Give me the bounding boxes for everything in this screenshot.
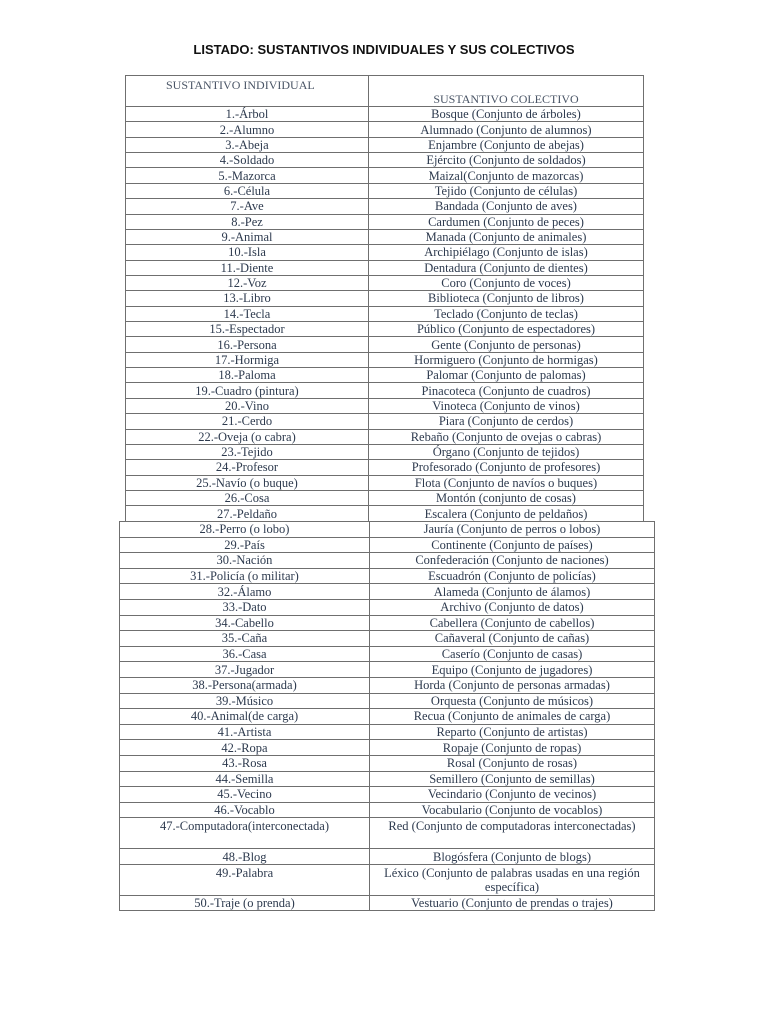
table-row bbox=[120, 631, 655, 647]
table-row bbox=[120, 818, 655, 849]
individual-noun-cell: 20.-Vino bbox=[126, 398, 369, 413]
individual-noun-cell: 41.-Artista bbox=[120, 724, 370, 740]
collective-noun-cell: Vecindario (Conjunto de vecinos) bbox=[370, 787, 655, 803]
collective-noun-cell: Pinacoteca (Conjunto de cuadros) bbox=[369, 383, 644, 398]
collective-noun-cell: Jauría (Conjunto de perros o lobos) bbox=[370, 522, 655, 538]
table-row bbox=[120, 553, 655, 569]
table-row bbox=[126, 475, 644, 490]
table-row bbox=[126, 199, 644, 214]
page-title: LISTADO: SUSTANTIVOS INDIVIDUALES Y SUS COLECTIVOS bbox=[193, 42, 575, 57]
table-row bbox=[126, 275, 644, 290]
table-row bbox=[126, 444, 644, 459]
collective-noun-cell: Coro (Conjunto de voces) bbox=[369, 275, 644, 290]
table-row bbox=[120, 771, 655, 787]
table-row bbox=[126, 383, 644, 398]
individual-noun-cell: 4.-Soldado bbox=[126, 153, 369, 168]
collective-noun-cell: Flota (Conjunto de navíos o buques) bbox=[369, 475, 644, 490]
collective-noun-cell: Hormiguero (Conjunto de hormigas) bbox=[369, 352, 644, 367]
collective-noun-cell: Montón (conjunto de cosas) bbox=[369, 490, 644, 505]
individual-noun-cell: 28.-Perro (o lobo) bbox=[120, 522, 370, 538]
individual-noun-cell: 31.-Policía (o militar) bbox=[120, 568, 370, 584]
table-row bbox=[120, 522, 655, 538]
individual-noun-cell: 9.-Animal bbox=[126, 229, 369, 244]
individual-noun-cell: 36.-Casa bbox=[120, 646, 370, 662]
table-row bbox=[126, 137, 644, 152]
table-row bbox=[120, 802, 655, 818]
individual-noun-cell: 1.-Árbol bbox=[126, 107, 369, 122]
individual-noun-cell: 19.-Cuadro (pintura) bbox=[126, 383, 369, 398]
nouns-table-bottom bbox=[119, 521, 655, 911]
collective-noun-cell: Enjambre (Conjunto de abejas) bbox=[369, 137, 644, 152]
table-row bbox=[120, 584, 655, 600]
collective-noun-cell: Recua (Conjunto de animales de carga) bbox=[370, 709, 655, 725]
individual-noun-cell: 2.-Alumno bbox=[126, 122, 369, 137]
individual-noun-cell: 38.-Persona(armada) bbox=[120, 677, 370, 693]
collective-noun-cell: Público (Conjunto de espectadores) bbox=[369, 322, 644, 337]
individual-noun-cell: 8.-Pez bbox=[126, 214, 369, 229]
individual-noun-cell: 26.-Cosa bbox=[126, 490, 369, 505]
collective-noun-cell: Semillero (Conjunto de semillas) bbox=[370, 771, 655, 787]
individual-noun-cell: 35.-Caña bbox=[120, 631, 370, 647]
table-row bbox=[120, 599, 655, 615]
individual-noun-cell: 3.-Abeja bbox=[126, 137, 369, 152]
individual-noun-cell: 42.-Ropa bbox=[120, 740, 370, 756]
individual-noun-cell: 10.-Isla bbox=[126, 245, 369, 260]
collective-noun-cell: Alameda (Conjunto de álamos) bbox=[370, 584, 655, 600]
individual-noun-cell: 40.-Animal(de carga) bbox=[120, 709, 370, 725]
collective-noun-cell: Equipo (Conjunto de jugadores) bbox=[370, 662, 655, 678]
individual-noun-cell: 34.-Cabello bbox=[120, 615, 370, 631]
individual-noun-cell: 14.-Tecla bbox=[126, 306, 369, 321]
table-row bbox=[126, 429, 644, 444]
collective-noun-cell: Maizal(Conjunto de mazorcas) bbox=[369, 168, 644, 183]
individual-noun-cell: 22.-Oveja (o cabra) bbox=[126, 429, 369, 444]
table-row bbox=[126, 352, 644, 367]
individual-noun-cell: 43.-Rosa bbox=[120, 755, 370, 771]
table-row bbox=[120, 755, 655, 771]
collective-noun-cell: Continente (Conjunto de países) bbox=[370, 537, 655, 553]
table-row bbox=[126, 260, 644, 275]
table-row bbox=[120, 740, 655, 756]
individual-noun-cell: 47.-Computadora(interconectada) bbox=[120, 818, 370, 849]
collective-noun-cell: Vinoteca (Conjunto de vinos) bbox=[369, 398, 644, 413]
individual-noun-cell: 29.-País bbox=[120, 537, 370, 553]
individual-noun-cell: 50.-Traje (o prenda) bbox=[120, 895, 370, 911]
collective-noun-cell: Órgano (Conjunto de tejidos) bbox=[369, 444, 644, 459]
table-row bbox=[120, 787, 655, 803]
collective-noun-cell: Profesorado (Conjunto de profesores) bbox=[369, 460, 644, 475]
table-row bbox=[126, 153, 644, 168]
collective-noun-cell: Manada (Conjunto de animales) bbox=[369, 229, 644, 244]
table-row bbox=[126, 322, 644, 337]
collective-noun-cell: Teclado (Conjunto de teclas) bbox=[369, 306, 644, 321]
table-row bbox=[126, 398, 644, 413]
collective-noun-cell: Cabellera (Conjunto de cabellos) bbox=[370, 615, 655, 631]
table-row bbox=[126, 306, 644, 321]
collective-noun-cell: Vocabulario (Conjunto de vocablos) bbox=[370, 802, 655, 818]
collective-noun-cell: Caserío (Conjunto de casas) bbox=[370, 646, 655, 662]
individual-noun-cell: 33.-Dato bbox=[120, 599, 370, 615]
individual-noun-cell: 49.-Palabra bbox=[120, 864, 370, 895]
table-row bbox=[120, 693, 655, 709]
table-row bbox=[120, 895, 655, 911]
table-row bbox=[120, 646, 655, 662]
collective-noun-cell: Biblioteca (Conjunto de libros) bbox=[369, 291, 644, 306]
collective-noun-cell: Red (Conjunto de computadoras interconectadas) bbox=[370, 818, 655, 849]
collective-noun-cell: Piara (Conjunto de cerdos) bbox=[369, 414, 644, 429]
individual-noun-cell: 11.-Diente bbox=[126, 260, 369, 275]
table-row bbox=[126, 291, 644, 306]
individual-noun-cell: 30.-Nación bbox=[120, 553, 370, 569]
table-row bbox=[120, 864, 655, 895]
individual-noun-cell: 48.-Blog bbox=[120, 849, 370, 865]
table-row bbox=[126, 214, 644, 229]
collective-noun-cell: Palomar (Conjunto de palomas) bbox=[369, 368, 644, 383]
individual-noun-cell: 46.-Vocablo bbox=[120, 802, 370, 818]
individual-noun-cell: 39.-Músico bbox=[120, 693, 370, 709]
individual-noun-cell: 5.-Mazorca bbox=[126, 168, 369, 183]
table-row bbox=[120, 677, 655, 693]
table-row bbox=[126, 122, 644, 137]
collective-noun-cell: Archipiélago (Conjunto de islas) bbox=[369, 245, 644, 260]
individual-noun-cell: 15.-Espectador bbox=[126, 322, 369, 337]
table-row bbox=[126, 368, 644, 383]
table-row bbox=[120, 615, 655, 631]
collective-noun-cell: Vestuario (Conjunto de prendas o trajes) bbox=[370, 895, 655, 911]
collective-noun-cell: Escalera (Conjunto de peldaños) bbox=[369, 506, 644, 521]
individual-noun-cell: 18.-Paloma bbox=[126, 368, 369, 383]
collective-noun-cell: Cardumen (Conjunto de peces) bbox=[369, 214, 644, 229]
nouns-table-top bbox=[125, 75, 644, 522]
table-row bbox=[126, 337, 644, 352]
individual-noun-cell: 44.-Semilla bbox=[120, 771, 370, 787]
individual-noun-cell: 17.-Hormiga bbox=[126, 352, 369, 367]
table-row bbox=[126, 183, 644, 198]
individual-noun-cell: 13.-Libro bbox=[126, 291, 369, 306]
table-row bbox=[126, 460, 644, 475]
individual-noun-cell: 25.-Navío (o buque) bbox=[126, 475, 369, 490]
collective-noun-cell: Horda (Conjunto de personas armadas) bbox=[370, 677, 655, 693]
table-row bbox=[126, 414, 644, 429]
collective-noun-cell: Léxico (Conjunto de palabras usadas en una región específica) bbox=[370, 864, 655, 895]
collective-noun-cell: Rebaño (Conjunto de ovejas o cabras) bbox=[369, 429, 644, 444]
collective-noun-cell: Rosal (Conjunto de rosas) bbox=[370, 755, 655, 771]
collective-noun-cell: Tejido (Conjunto de células) bbox=[369, 183, 644, 198]
table-row bbox=[120, 568, 655, 584]
collective-noun-cell: Ejército (Conjunto de soldados) bbox=[369, 153, 644, 168]
individual-noun-cell: 24.-Profesor bbox=[126, 460, 369, 475]
nouns-table-top-body bbox=[126, 76, 644, 522]
collective-noun-cell: Alumnado (Conjunto de alumnos) bbox=[369, 122, 644, 137]
nouns-table-bottom-body bbox=[120, 522, 655, 911]
collective-noun-cell: Orquesta (Conjunto de músicos) bbox=[370, 693, 655, 709]
table-row bbox=[126, 506, 644, 521]
collective-noun-cell: Ropaje (Conjunto de ropas) bbox=[370, 740, 655, 756]
collective-noun-cell: Escuadrón (Conjunto de policías) bbox=[370, 568, 655, 584]
table-row bbox=[126, 229, 644, 244]
individual-noun-cell: 12.-Voz bbox=[126, 275, 369, 290]
table-row bbox=[120, 709, 655, 725]
table-row bbox=[120, 537, 655, 553]
individual-noun-cell: 16.-Persona bbox=[126, 337, 369, 352]
table-row bbox=[120, 662, 655, 678]
collective-noun-cell: Reparto (Conjunto de artistas) bbox=[370, 724, 655, 740]
collective-noun-cell: Gente (Conjunto de personas) bbox=[369, 337, 644, 352]
individual-noun-cell: 32.-Álamo bbox=[120, 584, 370, 600]
individual-noun-cell: 7.-Ave bbox=[126, 199, 369, 214]
individual-noun-cell: 23.-Tejido bbox=[126, 444, 369, 459]
table-row bbox=[126, 168, 644, 183]
table-row bbox=[120, 724, 655, 740]
individual-noun-cell: 27.-Peldaño bbox=[126, 506, 369, 521]
header-collective: SUSTANTIVO COLECTIVO bbox=[369, 76, 644, 107]
collective-noun-cell: Archivo (Conjunto de datos) bbox=[370, 599, 655, 615]
collective-noun-cell: Cañaveral (Conjunto de cañas) bbox=[370, 631, 655, 647]
individual-noun-cell: 21.-Cerdo bbox=[126, 414, 369, 429]
individual-noun-cell: 37.-Jugador bbox=[120, 662, 370, 678]
table-row bbox=[126, 107, 644, 122]
individual-noun-cell: 45.-Vecino bbox=[120, 787, 370, 803]
collective-noun-cell: Bandada (Conjunto de aves) bbox=[369, 199, 644, 214]
collective-noun-cell: Blogósfera (Conjunto de blogs) bbox=[370, 849, 655, 865]
collective-noun-cell: Bosque (Conjunto de árboles) bbox=[369, 107, 644, 122]
table-row bbox=[126, 490, 644, 505]
table-row bbox=[120, 849, 655, 865]
collective-noun-cell: Dentadura (Conjunto de dientes) bbox=[369, 260, 644, 275]
table-row bbox=[126, 245, 644, 260]
table-header-row bbox=[126, 76, 644, 107]
individual-noun-cell: 6.-Célula bbox=[126, 183, 369, 198]
header-individual: SUSTANTIVO INDIVIDUAL bbox=[126, 76, 369, 107]
collective-noun-cell: Confederación (Conjunto de naciones) bbox=[370, 553, 655, 569]
